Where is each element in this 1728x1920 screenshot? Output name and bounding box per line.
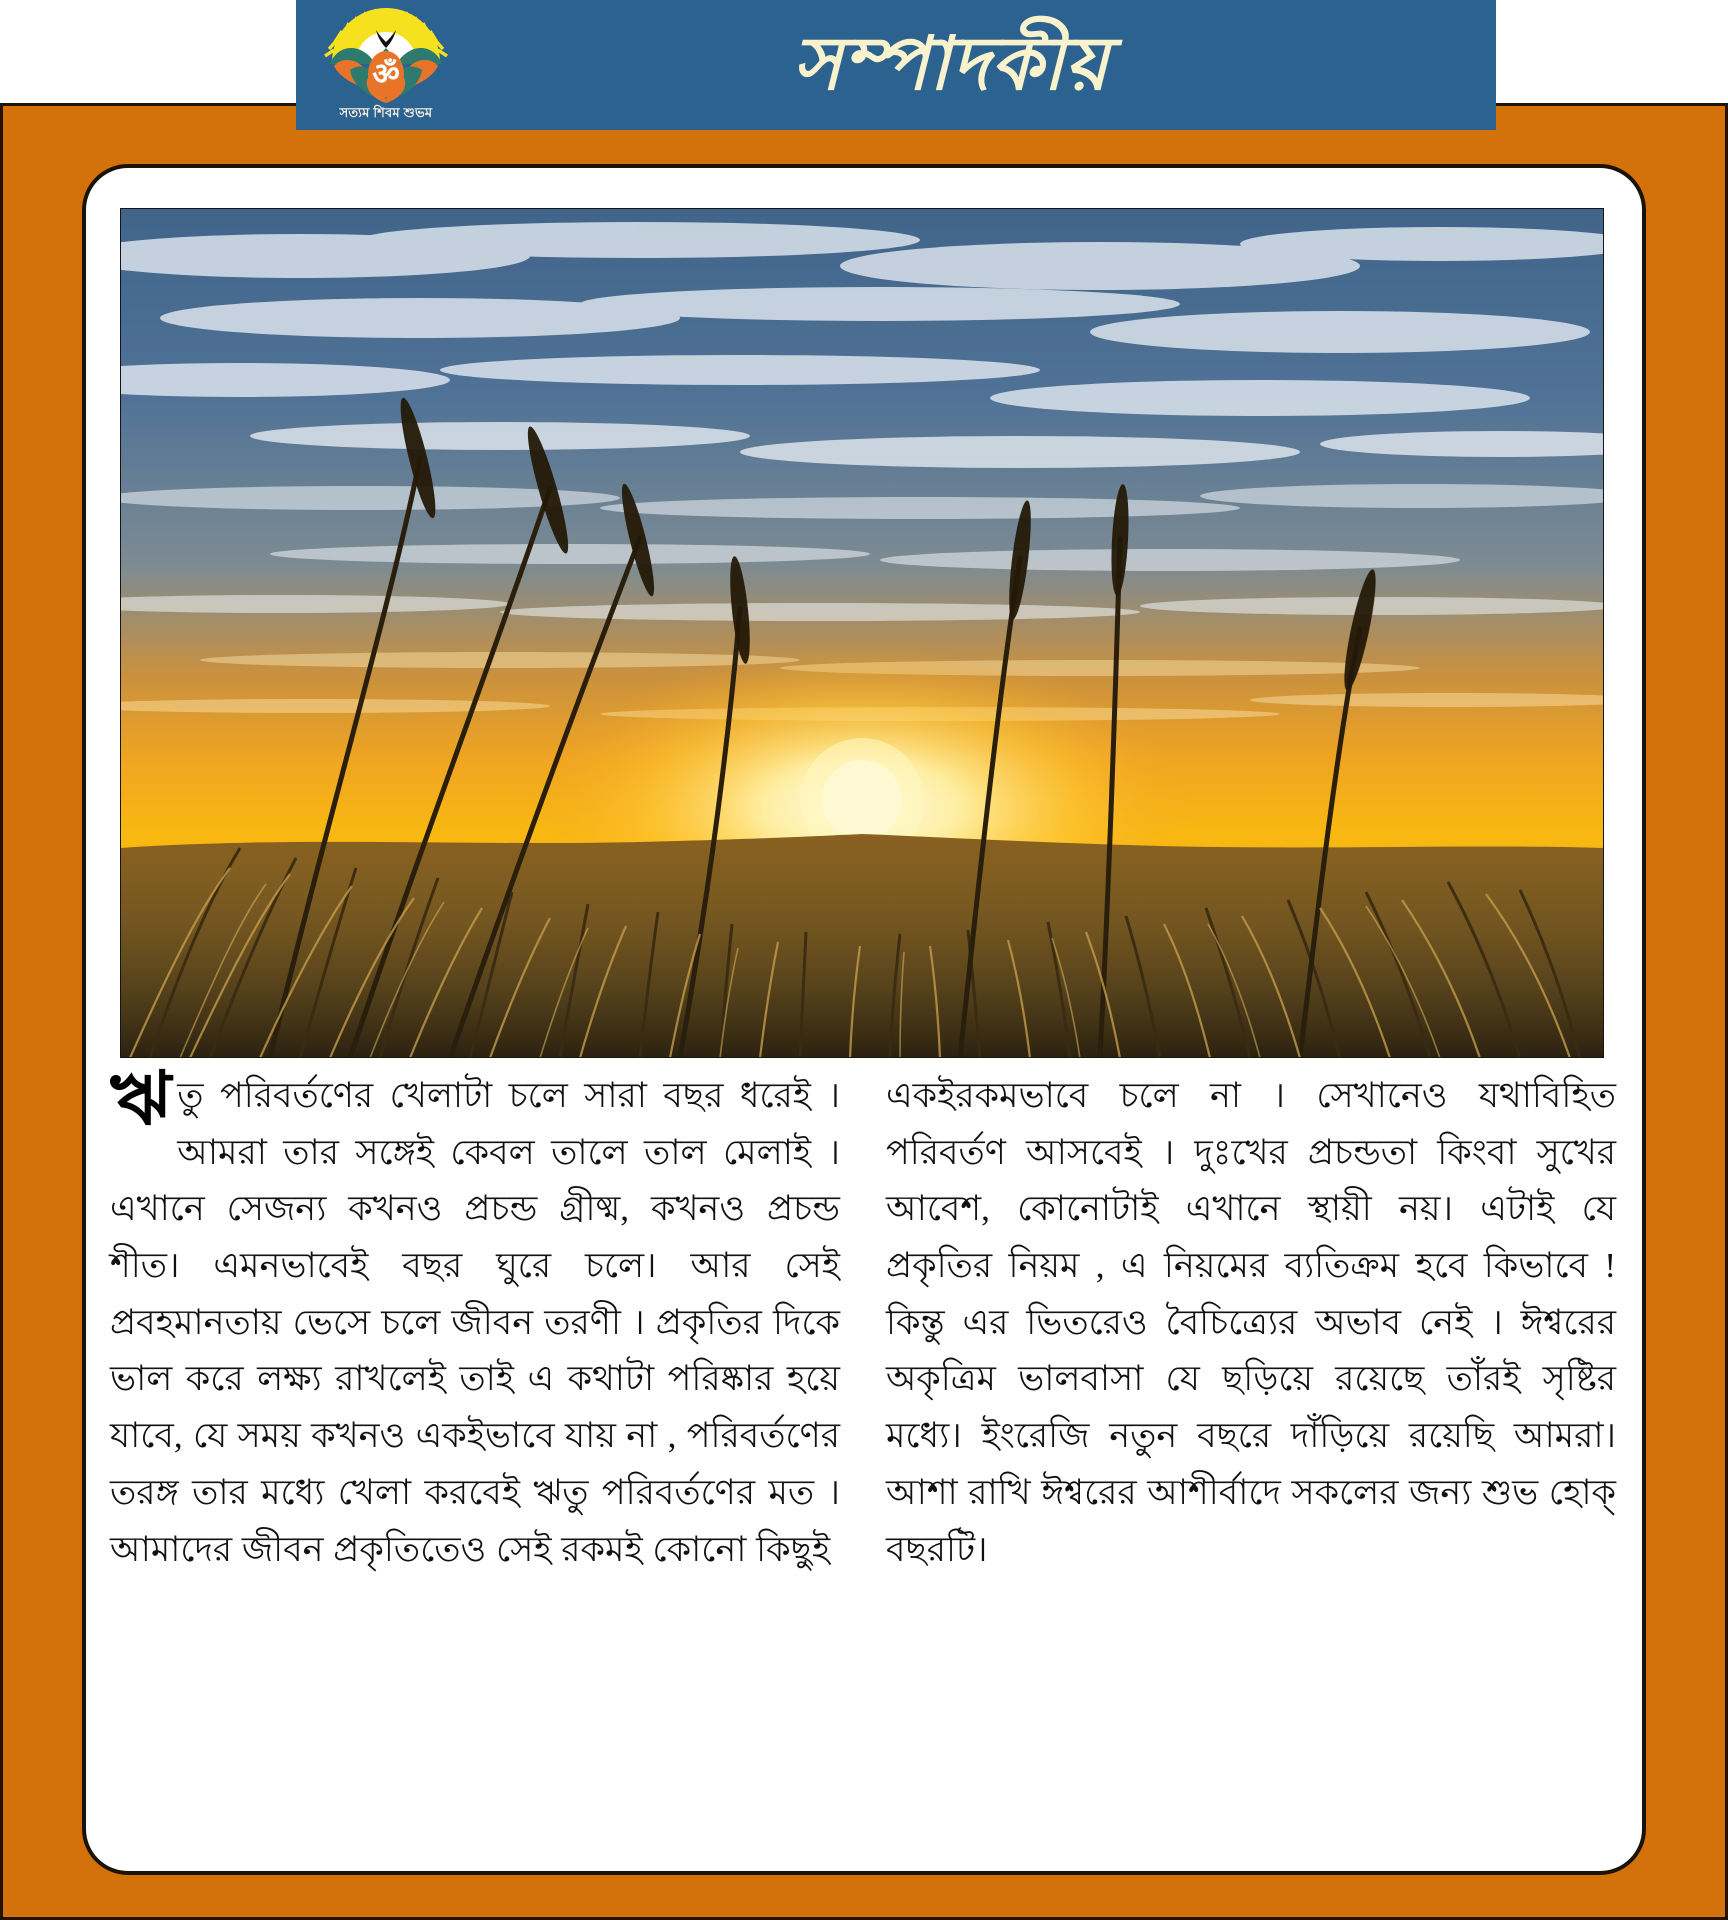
sunset-field-photo [120, 208, 1604, 1058]
lotus-om-sunrise-icon [316, 4, 456, 108]
article-text-left: তু পরিবর্তণের খেলাটা চলে সারা বছর ধরেই । আমরা তার সঙ্গেই কেবল তালে তাল মেলাই । এখানে সেজন্য কখনও প্রচন্ড গ্রীষ্ম, কখনও প্রচন্ড শীত। এমনভাবেই বছর ঘুরে চলে। আর সেই প্রবহমানতায় ভেসে চলে জীবন তরণী । প্রকৃতির দিকে ভাল করে লক্ষ্য রাখলেই তাই এ কথাটা পরিষ্কার হয়ে যাবে, যে সময় কখনও একইভাবে যায় না , পরিবর্তণের তরঙ্গ তার মধ্যে খেলা করবেই ঋতু পরিবর্তণের মত । আমাদের জীবন প্রকৃতিতেও সেই রকমই কোনো কিছুই [110, 1076, 840, 1569]
article-column-right [886, 1068, 1616, 1808]
svg-text:ॐ: ॐ [372, 58, 400, 91]
article-text-right: একইরকমভাবে চলে না । সেখানেও যথাবিহিত পরিবর্তণ আসবেই । দুঃখের প্রচন্ডতা কিংবা সুখের আবেশ, কোনোটাই এখানে স্থায়ী নয়। এটাই যে প্রকৃতির নিয়ম , এ নিয়মের ব্যতিক্রম হবে কিভাবে ! কিন্তু এর ভিতরেও বৈচিত্র্যের অভাব নেই । ঈশ্বরের অকৃত্রিম ভালবাসা যে ছড়িয়ে রয়েছে তাঁরই সৃষ্টির মধ্যে। ইংরেজি নতুন বছরে দাঁড়িয়ে রয়েছি আমরা। আশা রাখি ঈশ্বরের আশীর্বাদে সকলের জন্য শুভ হোক্ বছরটি। [886, 1076, 1616, 1569]
header-title-wrap [476, 0, 1496, 130]
article-column-left [110, 1059, 840, 1808]
article-paragraph-right [886, 1068, 1616, 1578]
organization-logo [296, 0, 476, 130]
article-paragraph-left [110, 1059, 840, 1578]
header-banner [296, 0, 1496, 130]
page-title: সম্পাদকীয় [792, 24, 1110, 106]
drop-cap: ঋ [110, 1059, 172, 1141]
photo-svg [120, 208, 1604, 1058]
logo-caption: সত্যম শিবম শুভম [339, 105, 433, 120]
logo-svg [316, 4, 456, 108]
article-body [110, 1059, 1616, 1808]
